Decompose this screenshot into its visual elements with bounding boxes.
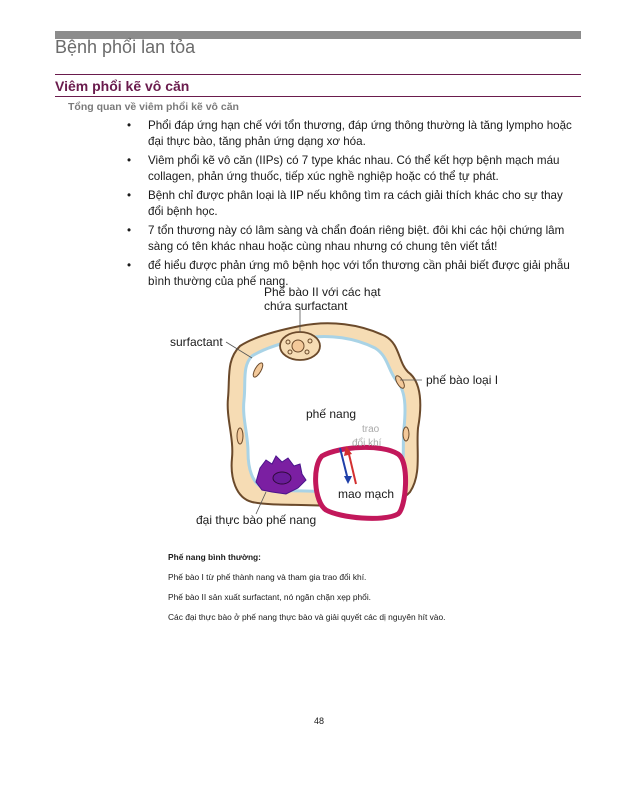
- chapter-title: Bệnh phổi lan tỏa: [55, 37, 196, 57]
- caption-line: Các đại thực bào ở phế nang thực bào và giải quyết các dị nguyên hít vào.: [168, 612, 446, 622]
- type1-nucleus: [237, 428, 243, 444]
- bullet-text: Bệnh chỉ được phân loại là IIP nếu không tìm ra cách giải thích khác cho sự thay đổi bệnh học.: [148, 189, 563, 218]
- caption-line: Phế bào II sản xuất surfactant, nó ngăn chặn xẹp phổi.: [168, 592, 372, 602]
- label-gas-exchange: trao: [362, 424, 380, 435]
- bullet-text: 7 tổn thương này có lâm sàng và chẩn đoán riêng biệt. đôi khi các hội chứng lâm sàng có tên khác nhau hoặc cùng nhau nhưng có chung tên viết tắt!: [148, 224, 565, 253]
- section-rule-top: [55, 74, 581, 75]
- bullet-marker: •: [127, 189, 132, 202]
- caption-title: Phế nang bình thường:: [168, 552, 261, 562]
- bullet-item: [120, 223, 580, 255]
- bullet-marker: •: [127, 224, 132, 237]
- label-type2-cell-line2: chứa surfactant: [264, 299, 348, 313]
- bullet-item: [120, 153, 580, 185]
- caption-line: Phế bào I từ phế thành nang và tham gia trao đổi khí.: [168, 572, 367, 582]
- bullet-text: để hiểu được phản ứng mô bệnh học với tổn thương cần phải biết được giải phẫu bình thường của phế nang.: [148, 259, 570, 288]
- label-type1-cell: phế bào loại I: [426, 373, 499, 387]
- label-macrophage: đại thực bào phế nang: [196, 513, 317, 527]
- label-capillary: mao mạch: [338, 487, 395, 501]
- section-title: Viêm phổi kẽ vô căn: [55, 78, 190, 94]
- label-alveolus: phế nang: [306, 407, 357, 421]
- label-surfactant: surfactant: [170, 335, 223, 349]
- bullet-marker: •: [127, 119, 132, 132]
- bullet-list: [120, 118, 580, 293]
- bullet-item: [120, 118, 580, 150]
- bullet-text: Viêm phổi kẽ vô căn (IIPs) có 7 type khác nhau. Có thể kết hợp bệnh mạch máu collagen, phản ứng thuốc, tiếp xúc nghề nghiệp hoặc có thể tự phát.: [148, 154, 560, 183]
- section-rule-bottom: [55, 96, 581, 97]
- alveolus-diagram: [160, 278, 520, 538]
- macrophage-nucleus: [273, 472, 291, 484]
- bullet-item: [120, 188, 580, 220]
- page-number: 48: [313, 716, 324, 726]
- capillary: [316, 447, 406, 518]
- type1-nucleus: [403, 427, 409, 441]
- subsection-title: Tổng quan về viêm phổi kẽ vô căn: [68, 101, 239, 113]
- label-type2-cell: Phế bào II với các hạt: [264, 285, 381, 299]
- bullet-marker: •: [127, 259, 132, 272]
- figure-caption: [168, 550, 588, 630]
- bullet-marker: •: [127, 154, 132, 167]
- bullet-text: Phổi đáp ứng hạn chế với tổn thương, đáp ứng thông thường là tăng lympho hoặc đại thực bào, tăng phản ứng dạng xơ hóa.: [148, 119, 572, 148]
- label-gas-exchange-line2: đổi khí: [352, 438, 382, 449]
- type2-nucleus: [292, 340, 304, 352]
